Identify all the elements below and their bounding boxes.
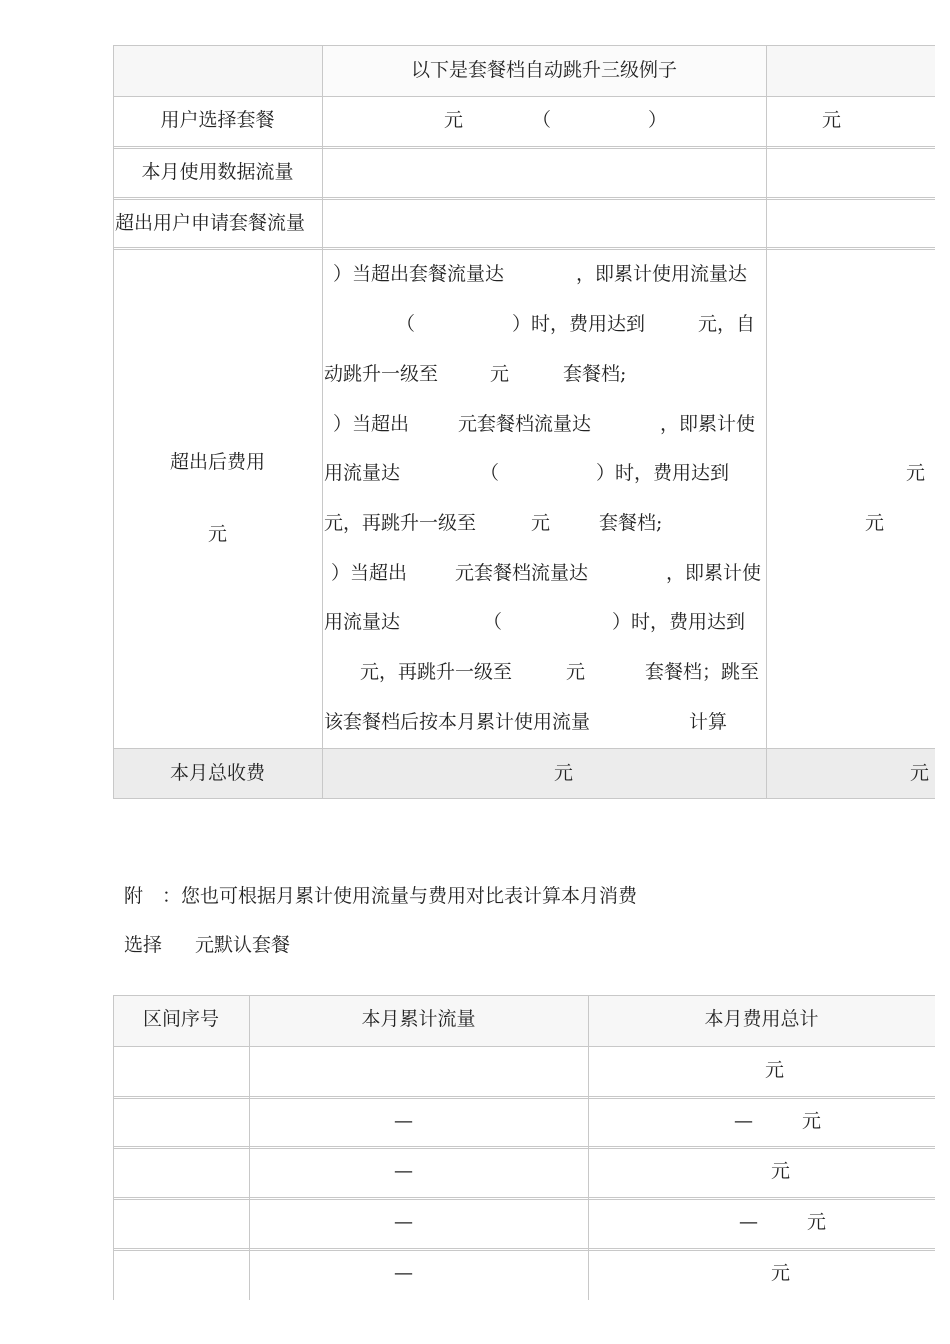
row5-flow-dash: —: [394, 1262, 413, 1284]
row2-flow-dash: —: [394, 1110, 413, 1132]
plan-right-yuan: 元: [822, 109, 842, 131]
note-line-1: 附 ：您也可根据月累计使用流量与费用对比表计算本月消费: [124, 885, 638, 907]
plan-close-paren: ）: [648, 109, 668, 131]
row5-fee-yuan: 元: [771, 1262, 791, 1284]
fee-text-6a: 元，再跳升一级至: [324, 512, 477, 534]
row-label-fee: 超出后费用: [169, 451, 265, 473]
fee-text-5a: 用流量达: [324, 462, 401, 484]
fee-text-9a: 元，再跳升一级至: [360, 661, 513, 683]
fee-text-7a: ）当超出: [331, 562, 408, 584]
fee-text-4a: ）当超出: [333, 413, 410, 435]
table-header-title: 以下是套餐档自动跳升三级例子: [410, 59, 677, 81]
table2-header-flow: 本月累计流量: [361, 1008, 476, 1030]
row-label-fee-yuan: 元: [207, 523, 227, 545]
fee-text-10b: 计算: [689, 711, 728, 733]
row2-fee-yuan: 元: [802, 1110, 822, 1132]
note-line-2-default: 元默认套餐: [195, 934, 291, 956]
fee-text-5c: ）时，费用达到: [596, 462, 730, 484]
fee-text-9b: 元: [566, 661, 586, 683]
fee-text-9c: 套餐档；跳至: [645, 661, 760, 683]
fee-text-1a: ）当超出套餐流量达: [333, 263, 505, 285]
fee-text-4b: 元套餐档流量达: [458, 413, 592, 435]
fee-text-5b: （: [480, 462, 500, 484]
fee-text-4c: ，即累计使: [660, 413, 756, 435]
row4-fee-dash: —: [739, 1211, 758, 1233]
fee-text-8c: ）时，费用达到: [612, 611, 746, 633]
table2-header-index: 区间序号: [142, 1008, 219, 1030]
total-right-yuan: 元: [910, 762, 930, 784]
fee-text-2b: ）时，费用达到: [512, 313, 646, 335]
fee-text-6c: 套餐档;: [599, 512, 663, 534]
row4-flow-dash: —: [394, 1211, 413, 1233]
total-mid-yuan: 元: [554, 762, 574, 784]
plan-open-paren: （: [532, 109, 552, 131]
fee-text-3b: 元: [490, 363, 510, 385]
fee-text-3a: 动跳升一级至: [324, 363, 439, 385]
plan-yuan: 元: [444, 109, 464, 131]
row3-fee-yuan: 元: [771, 1160, 791, 1182]
fee-text-6b: 元: [531, 512, 551, 534]
fee-text-2c: 元，自: [698, 313, 756, 335]
row2-fee-dash: —: [734, 1110, 753, 1132]
fee-right-yuan-2: 元: [865, 512, 885, 534]
fee-text-1b: ，即累计使用流量达: [576, 263, 748, 285]
row4-fee-yuan: 元: [807, 1211, 827, 1233]
row-label-exceed: 超出用户申请套餐流量: [115, 212, 306, 234]
row3-flow-dash: —: [394, 1160, 413, 1182]
row-label-plan: 用户选择套餐: [160, 109, 275, 131]
table2-header-fee: 本月费用总计: [704, 1008, 819, 1030]
row1-fee-yuan: 元: [765, 1059, 785, 1081]
fee-text-7b: 元套餐档流量达: [455, 562, 589, 584]
note-line-2-select: 选择: [124, 934, 163, 956]
fee-text-10a: 该套餐档后按本月累计使用流量: [324, 711, 591, 733]
fee-text-7c: ，即累计使: [666, 562, 762, 584]
fee-text-3c: 套餐档;: [563, 363, 627, 385]
fee-text-2a: （: [396, 313, 416, 335]
fee-text-8a: 用流量达: [324, 611, 401, 633]
row-label-usage: 本月使用数据流量: [141, 161, 294, 183]
row-label-total: 本月总收费: [169, 762, 265, 784]
fee-text-8b: （: [483, 611, 503, 633]
fee-right-yuan-1: 元: [906, 462, 926, 484]
